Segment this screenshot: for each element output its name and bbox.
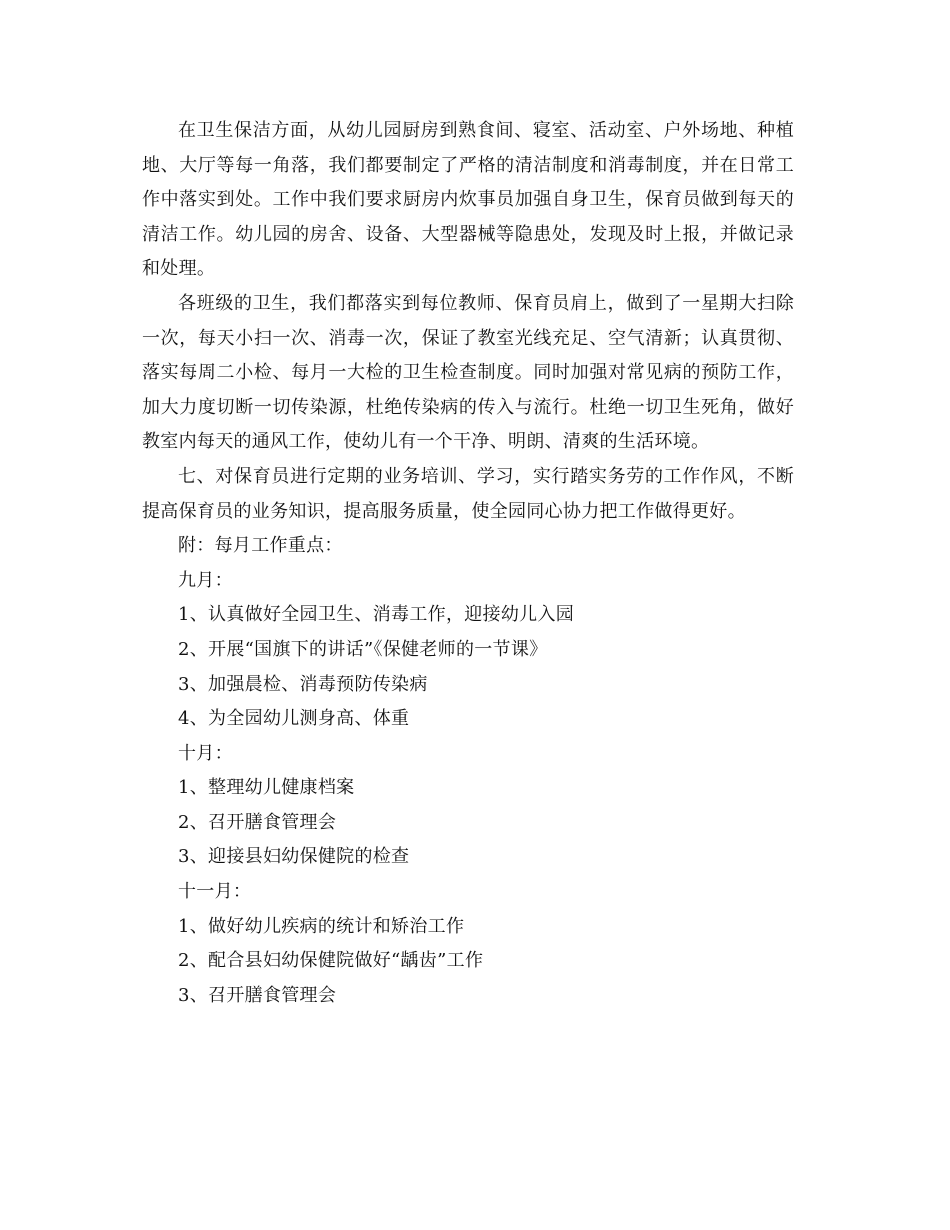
- list-item: 2、召开膳食管理会: [178, 811, 337, 833]
- list-item: 2、开展“国旗下的讲话”《保健老师的一节课》: [178, 638, 548, 660]
- list-item: 3、加强晨检、消毒预防传染病: [178, 673, 428, 695]
- list-item: 2、配合县妇幼保健院做好“龋齿”工作: [178, 950, 484, 972]
- month-heading-october: 十月：: [178, 742, 233, 764]
- month-heading-november: 十一月：: [178, 881, 252, 903]
- paragraph-hygiene-cleaning: 在卫生保洁方面，从幼儿园厨房到熟食间、寝室、活动室、户外场地、种植地、大厅等每一角落，我们都要制定了严格的清洁制度和消毒制度，并在日常工作中落实到处。工作中我们要求厨房内炊事员加强自身卫生，保育员做到每天的清洁工作。幼儿园的房舍、设备、大型器械等隐患处，发现及时上报，并做记录和处理。: [142, 120, 794, 280]
- document-body: [142, 114, 794, 1013]
- list-item: 3、迎接县妇幼保健院的检查: [178, 846, 410, 868]
- month-heading-september: 九月：: [178, 569, 233, 591]
- list-item: 1、认真做好全园卫生、消毒工作，迎接幼儿入园: [178, 604, 575, 626]
- monthly-focus-heading: 附：每月工作重点：: [178, 535, 343, 557]
- list-item: 3、召开膳食管理会: [178, 984, 337, 1006]
- paragraph-class-hygiene: 各班级的卫生，我们都落实到每位教师、保育员肩上，做到了一星期大扫除一次，每天小扫一次、消毒一次，保证了教室光线充足、空气清新；认真贯彻、落实每周二小检、每月一大检的卫生检查制度。同时加强对常见病的预防工作，加大力度切断一切传染源，杜绝传染病的传入与流行。杜绝一切卫生死角，做好教室内每天的通风工作，使幼儿有一个干净、明朗、清爽的生活环境。: [142, 292, 794, 453]
- list-item: 1、整理幼儿健康档案: [178, 777, 355, 799]
- list-item: 1、做好幼儿疾病的统计和矫治工作: [178, 915, 465, 937]
- list-item: 4、为全园幼儿测身高、体重: [178, 708, 410, 730]
- paragraph-staff-training: 七、对保育员进行定期的业务培训、学习，实行踏实务劳的工作作风，不断提高保育员的业务知识，提高服务质量，使全园同心协力把工作做得更好。: [142, 465, 794, 522]
